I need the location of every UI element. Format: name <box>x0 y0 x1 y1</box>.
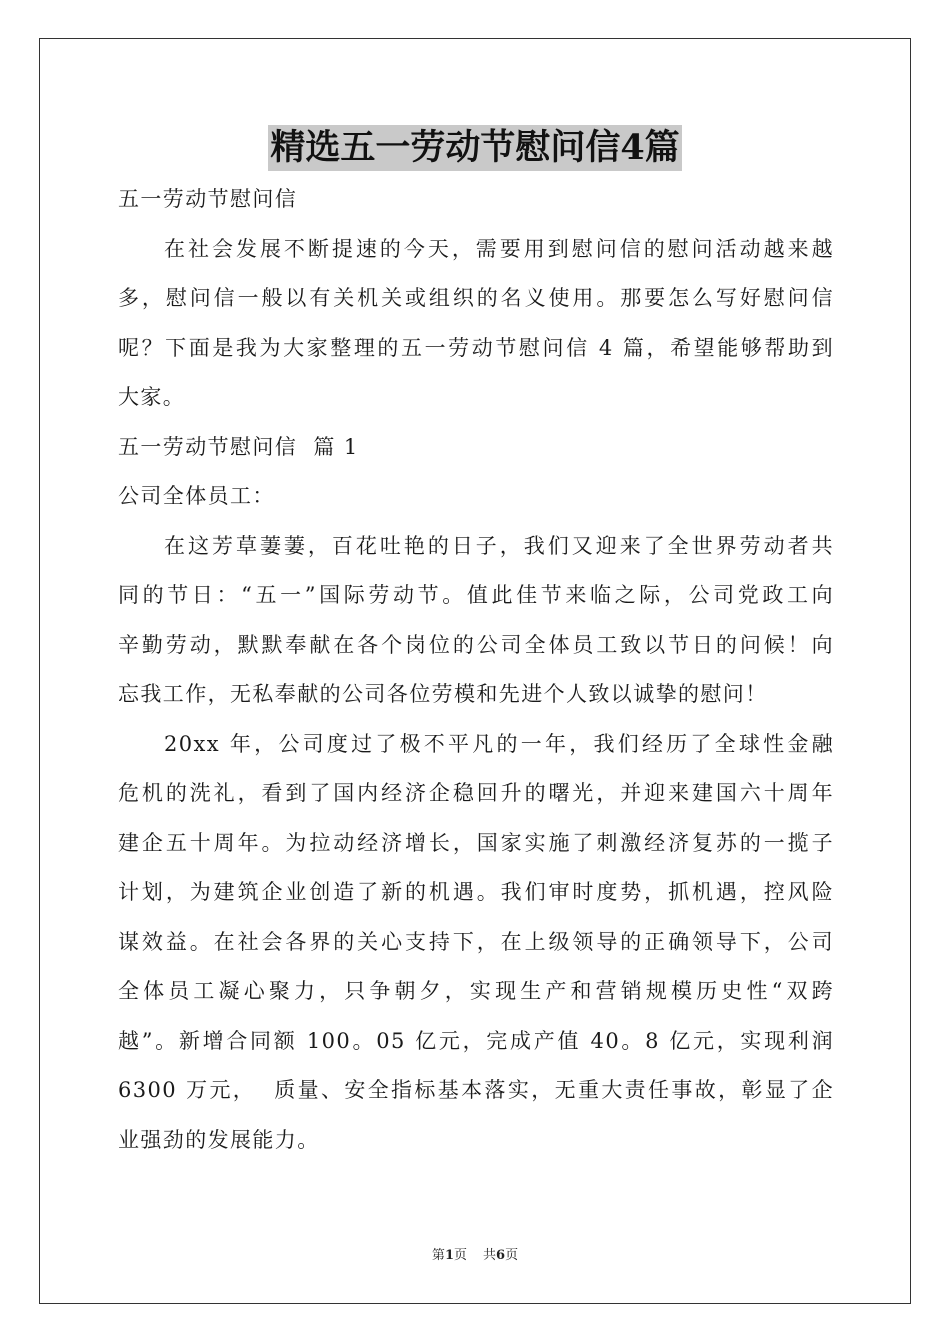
body-paragraph-2 <box>118 720 834 1166</box>
paragraph-line: 辛勤劳动，默默奉献在各个岗位的公司全体员工致以节日的问候！向 <box>118 632 834 657</box>
document-title: 精选五一劳动节慰问信4篇 <box>268 125 681 171</box>
document-subtitle: 五一劳动节慰问信 <box>118 187 298 211</box>
paragraph-line: 谋效益。在社会各界的关心支持下，在上级领导的正确领导下，公司 <box>118 929 834 954</box>
total-suffix: 页 <box>505 1248 519 1263</box>
paragraph-line: 危机的洗礼，看到了国内经济企稳回升的曙光，并迎来建国六十周年 <box>118 781 834 805</box>
salutation: 公司全体员工： <box>118 484 275 508</box>
intro-line: 大家。 <box>118 385 186 409</box>
total-page-number: 6 <box>496 1248 506 1263</box>
total-prefix: 共 <box>483 1248 497 1263</box>
paragraph-line: 越”。新增合同额 100。05 亿元，完成产值 40。8 亿元，实现利润 <box>118 1028 834 1053</box>
page-footer <box>0 1244 950 1263</box>
paragraph-line: 业强劲的发展能力。 <box>118 1127 320 1152</box>
paragraph-line: 6300 万元， 质量、安全指标基本落实，无重大责任事故，彰显了企 <box>118 1078 834 1102</box>
paragraph-line: 在这芳草萋萋，百花吐艳的日子，我们又迎来了全世界劳动者共 <box>164 533 834 558</box>
paragraph-line: 20xx 年，公司度过了极不平凡的一年，我们经历了全球性金融 <box>164 731 834 756</box>
intro-line: 在社会发展不断提速的今天，需要用到慰问信的慰问活动越来越 <box>164 236 834 261</box>
section-heading: 五一劳动节慰问信 篇 1 <box>118 434 359 459</box>
intro-paragraph <box>118 225 834 423</box>
page-prefix: 第 <box>431 1248 445 1263</box>
paragraph-line: 全体员工凝心聚力，只争朝夕，实现生产和营销规模历史性“双跨 <box>118 979 834 1003</box>
paragraph-line: 计划，为建筑企业创造了新的机遇。我们审时度势，抓机遇，控风险 <box>118 880 834 904</box>
paragraph-line: 忘我工作，无私奉献的公司各位劳模和先进个人致以诚挚的慰问！ <box>118 682 768 706</box>
intro-line: 多，慰问信一般以有关机关或组织的名义使用。那要怎么写好慰问信 <box>118 286 834 310</box>
title-container <box>0 125 950 171</box>
body-paragraph-1 <box>118 522 834 720</box>
paragraph-line: 建企五十周年。为拉动经济增长，国家实施了刺激经济复苏的一揽子 <box>118 830 834 855</box>
page-suffix: 页 <box>453 1248 467 1263</box>
document-body <box>118 175 834 1165</box>
paragraph-line: 同的节日：“五一”国际劳动节。值此佳节来临之际，公司党政工向 <box>118 583 834 607</box>
current-page-number: 1 <box>444 1248 454 1263</box>
intro-line: 呢？下面是我为大家整理的五一劳动节慰问信 4 篇，希望能够帮助到 <box>118 335 834 360</box>
